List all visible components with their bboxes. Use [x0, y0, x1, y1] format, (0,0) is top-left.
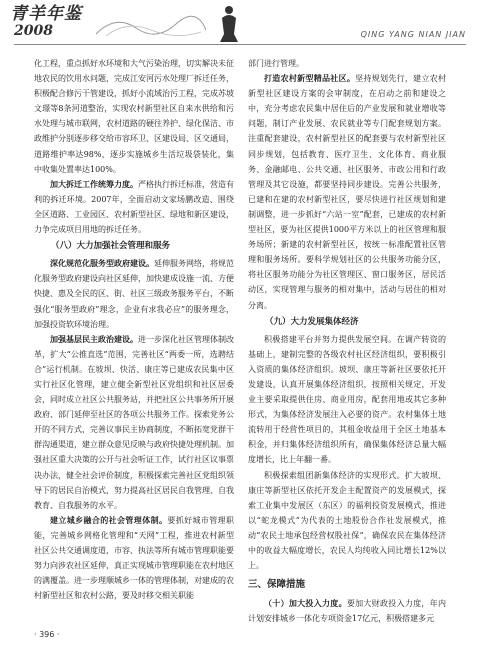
- paragraph-text: 积极搭建平台并努力提供发展空间。在调产转资的基础上，建制完整的各级农村社区经济组织，要积极引入资质的集体经济组织。坡坝、康庄等新社区要依托开发建设，认真开展集体经济组织，按照相关规定，开发业主要采取提供住房、商业用房，配套用地或其它多种形式，为集体经济发展注入必要的资产。农村集体土地流转用于经营性项目的，其租金收益用于全区土地基本积金，并归集体经济组织所有，确保集体经济总量大幅度增长，比上年翻一番。: [248, 334, 446, 465]
- paragraph-lead: 深化规范化服务型政府建设。: [50, 258, 154, 269]
- heading-text: 三、保障措施: [248, 579, 306, 591]
- paragraph-text: 要加大财政投入力度，年内计划安排城乡一体化专项资金17亿元，积极搭建多元: [248, 599, 447, 624]
- header-pinyin: QING YANG NIAN JIAN: [360, 30, 466, 39]
- paragraph-text: 化工程，重点抓好水环境和大气污染治理，切实解决未征地农民的饮用水问题，完成江安河污水处理厂拆迁任务，积极配合修污干管建设，抓好小流域治污工程，完成苏坡文璟等8条河道整治，实现农村新型社区自来水供给和污水处理与城市联网，农村道路的硬往养护、绿化保洁、市政维护分别逐步移交给市容环卫、区建设局、区交通局，道路维护率达98%，逐步实施城乡生活垃圾袋装化，集中收集处置率达100%。: [34, 59, 234, 174]
- left-column: [34, 56, 234, 603]
- right-column: [248, 56, 446, 626]
- section-heading: [34, 239, 234, 254]
- heading-text: （九）大力发展集体经济: [265, 316, 359, 327]
- section-heading: [248, 315, 446, 330]
- paragraph-text: 坚持规划先行，建立农村新型社区建设方案的会审制度，在启动之前和建设之中，充分考虑农民集中居住后的产业发展和就业增收等问题，制订产业发展、农民就业等专门配套规划方案。注重配套建设，农村新型社区的配套要与农村新型社区同步规划，包括教育、医疗卫生、文化体育、商业服务、金融邮电、公共交通、社区服务、市政公用和行政管理及其它设施，都要坚持同步建设。完善公共服务，已建和在建的农村新型社区，要尽快进行社区规划和建制调整，进一步抓好“六站一室”配套，已建成的农村新型社区，要为社区提供1000平方米以上的社区管理和服务场所；新建的农村新型社区，按统一标准配置社区管理和服务场所。要科学规划社区的公共服务功能分区，将社区服务功能分为社区管理区、窗口服务区，居民活动区，实现管理与服务的相对集中，活动与居住的相对分离。: [248, 74, 447, 310]
- paragraph-text: 积极探索组团新集体经济的实现形式。扩大坡坝、康庄等新型社区依托开发企主配置资产的发展模式，探索工业集中发展区（东区）的福利投资发展模式，推进以“蛇龙模式”为代表的土地股份合作社发展模式，推动“农民土地承包经营权股社保”，确保农民在集体经济中的收益大幅度增长，农民人均纯收入同比增长12%以上。: [248, 470, 446, 571]
- paragraph-text: 进一步深化社区管理体制改革，扩大“公推直选”范围，完善社区“两委一所，选聘结合”运行机制。在坡坝、快活、康庄等已建成农民集中区实行社区化管理，建立健全新型社区党组织和社区居委会，同时成立社区公共服务站，并把社区公共事务所开展政府、部门延伸至社区的各项公共服务工作。探索党务公开的不同方式，完善议事民主协商制度，不断拓宽党群干群沟通渠道，建立群众意见反映与政府快捷处理机制。加强社区重大决策的公开与社会听证工作，试行社区议事票决办法，健全社会评价制度，积极探索完善社区党组织领导下的居民自治模式，努力提高社区居民自我管理、自我教育、自我服务的水平。: [34, 334, 234, 510]
- paragraph-lead: 加强基层民主政治建设。: [50, 333, 138, 344]
- header-divider: [14, 44, 466, 45]
- section-heading: [248, 577, 446, 592]
- figure-silhouette-icon: [216, 4, 242, 44]
- paragraph-lead: （十）加大投入力度。: [264, 598, 347, 609]
- paragraph-text: 要抓好城市管理职能，完善城乡网格化管理和“天网”工程，推进农村新型社区公共交通调度道，市容、执法等所有城市管理职能要努力向涉农社区延伸，真正实现城市管理职能在农村地区的满覆盖。进一步理顺城乡一体的管理体制，对建成的农村新型社区和农村公路，要及时移交相关职能: [34, 515, 235, 601]
- paragraph: [34, 56, 234, 177]
- paragraph-text: 延伸服务网络，将规范化服务型政府建设向社区延伸，加快建成设施一流、方便快捷、惠及全民的区、街、社区三级政务服务平台，不断强化“服务型政府”理念，企业有求我必应”的服务理念，加强投资软环境治理。: [34, 259, 234, 329]
- paragraph-text: 严格执行拆迁标准，营造有利的拆迁环境。2007年，全面启动文家场鹏改造、围绕全区道路、工业园区、农村新型社区、绿地和新区建设，力争完成项目用地的拆迁任务。: [34, 179, 234, 235]
- paragraph: [248, 596, 446, 626]
- paragraph: [248, 332, 446, 468]
- page-header: [0, 0, 480, 56]
- paragraph-lead: 打造农村新型精品社区。: [264, 73, 356, 84]
- paragraph-text: 部门进行管理。: [248, 59, 304, 68]
- page-number: · 396 ·: [34, 630, 60, 639]
- paragraph: [248, 56, 446, 71]
- paragraph-lead: 建立城乡融合的社会管理体制。: [50, 514, 168, 525]
- header-ornament-icon: [96, 10, 206, 40]
- paragraph: [34, 513, 234, 604]
- yearbook-title: [10, 6, 82, 39]
- paragraph: [248, 71, 446, 313]
- paragraph-lead: 加大拆迁工作统筹力度。: [50, 178, 138, 189]
- title-line-2: 2008: [14, 22, 53, 39]
- paragraph: [34, 332, 234, 513]
- paragraph: [34, 256, 234, 331]
- paragraph: [34, 177, 234, 237]
- heading-text: （八）大力加强社会管理和服务: [51, 241, 171, 252]
- paragraph: [248, 468, 446, 574]
- title-line-1: 青羊年鉴: [10, 4, 82, 24]
